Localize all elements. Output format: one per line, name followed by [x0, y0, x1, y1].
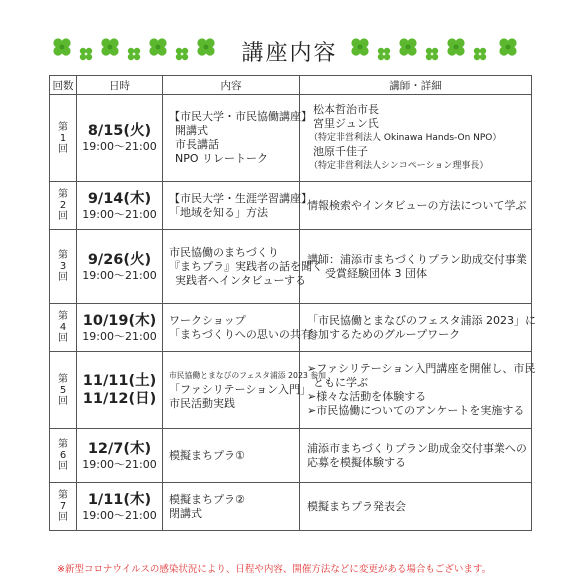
- table-row: [50, 304, 532, 352]
- session-content: 模擬まちプラ② 閉講式: [163, 483, 300, 531]
- session-number: 第 5 回: [50, 352, 77, 429]
- session-content: 市民協働とまなびのフェスタ浦添 2023 参加 「ファシリテーション入門」 市民活動実践: [163, 352, 300, 429]
- session-detail: 講師：浦添市まちづくりプラン助成交付事業 受賞経験団体 3 団体: [300, 230, 532, 304]
- session-date: 12/7(木) 19:00～21:00: [77, 429, 163, 483]
- session-number: 第 4 回: [50, 304, 77, 352]
- session-number: 第 1 回: [50, 95, 77, 182]
- header-detail: 講師・詳細: [300, 76, 532, 95]
- session-number: 第 3 回: [50, 230, 77, 304]
- schedule-table: [49, 75, 536, 531]
- session-detail: 情報検索やインタビューの方法について学ぶ: [300, 182, 532, 230]
- session-detail: 松本哲治市長 宮里ジュン氏 （特定非営利法人 Okinawa Hands-On NPO） 池原千佳子 （特定非営利法人シンコペーション理事長）: [300, 95, 532, 182]
- session-detail: 模擬まちプラ発表会: [300, 483, 532, 531]
- session-date: 1/11(木) 19:00～21:00: [77, 483, 163, 531]
- session-content: ワークショップ 「まちづくりへの思いの共有」: [163, 304, 300, 352]
- session-content: 【市民大学・市民協働講座】 開講式 市長講話 NPO リレートーク: [163, 95, 300, 182]
- table-row: [50, 352, 532, 429]
- session-date: 10/19(木) 19:00～21:00: [77, 304, 163, 352]
- session-detail: 浦添市まちづくりプラン助成金交付事業への 応募を模擬体験する: [300, 429, 532, 483]
- footer-note: ※新型コロナウイルスの感染状況により、日程や内容、開催方法などに変更がある場合もございます。: [57, 564, 492, 575]
- table-row: [50, 230, 532, 304]
- table-row: [50, 95, 532, 182]
- table-row: [50, 182, 532, 230]
- session-content: 模擬まちプラ①: [163, 429, 300, 483]
- session-number: 第 2 回: [50, 182, 77, 230]
- session-content: 市民協働のまちづくり 『まちプラ』実践者の話を聞く 実践者へインタビューする: [163, 230, 300, 304]
- session-date: 9/14(木) 19:00～21:00: [77, 182, 163, 230]
- session-number: 第 7 回: [50, 483, 77, 531]
- session-date: 9/26(火) 19:00～21:00: [77, 230, 163, 304]
- table-row: [50, 483, 532, 531]
- session-content: 【市民大学・生涯学習講座】 「地域を知る」方法: [163, 182, 300, 230]
- header-no: 回数: [50, 76, 77, 95]
- table-row: [50, 429, 532, 483]
- session-date: 8/15(火) 19:00～21:00: [77, 95, 163, 182]
- session-detail: 「市民協働とまなびのフェスタ浦添 2023」に 参加するためのグループワーク: [300, 304, 532, 352]
- table-header-row: [50, 76, 532, 95]
- page-title: 講座内容: [241, 41, 338, 66]
- header-content: 内容: [163, 76, 300, 95]
- header: [0, 30, 579, 76]
- session-date: 11/11(土) 11/12(日): [77, 352, 163, 429]
- session-number: 第 6 回: [50, 429, 77, 483]
- session-detail: ➢ファシリテーション入門講座を開催し、市民 ともに学ぶ ➢様々な活動を体験する ➢市民協働についてのアンケートを実施する: [300, 352, 532, 429]
- header-date: 日時: [77, 76, 163, 95]
